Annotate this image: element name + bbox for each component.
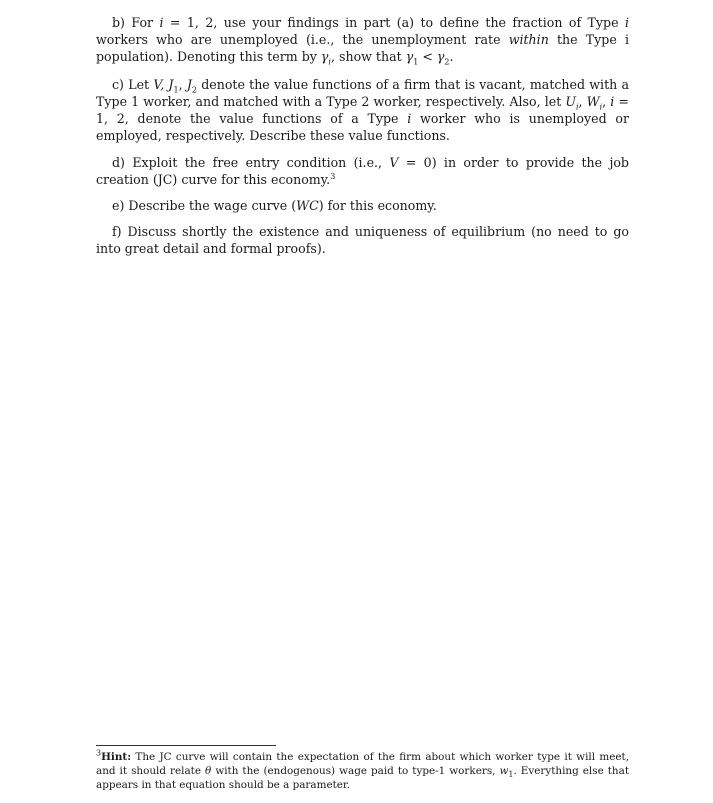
question-b-text: . bbox=[449, 49, 454, 64]
math-v-j: V, J bbox=[153, 77, 174, 92]
math-j: J bbox=[186, 77, 192, 92]
math-w: W bbox=[586, 94, 600, 109]
footnote bbox=[96, 750, 629, 792]
footnote-divider bbox=[96, 745, 276, 746]
math-i: i bbox=[610, 94, 615, 109]
math-subscript: i bbox=[599, 102, 603, 112]
math-wc: WC bbox=[296, 198, 319, 213]
footnote-text: The JC curve will contain the expectation of the firm about which worker type it will meet, and it should relate bbox=[96, 751, 629, 777]
footnote-number: 3 bbox=[96, 748, 102, 758]
question-c-text: worker who is unemployed or employed, respectively. Describe these value functions. bbox=[96, 111, 629, 143]
math-subscript: i bbox=[328, 57, 331, 67]
question-b-text: = 1, 2, use your findings in part (a) to define the fraction of Type bbox=[163, 15, 625, 30]
question-c-text: , bbox=[602, 94, 611, 109]
question-b-label: b) bbox=[112, 15, 125, 30]
question-d bbox=[96, 154, 629, 188]
math-i: i bbox=[624, 15, 629, 30]
math-subscript: 1 bbox=[173, 85, 179, 95]
question-d-text: = 0) in order to provide the job creation (JC) curve for this economy. bbox=[96, 155, 629, 187]
question-f-label: f) bbox=[112, 224, 122, 239]
question-f-text: Discuss shortly the existence and uniqueness of equilibrium (no need to go into great detail and formal proofs). bbox=[96, 224, 629, 256]
question-e-label: e) bbox=[112, 198, 125, 213]
math-i: i bbox=[407, 111, 412, 126]
question-b-text: , show that bbox=[330, 49, 406, 64]
question-e bbox=[96, 197, 629, 214]
question-b-text: workers who are unemployed (i.e., the unemployment rate bbox=[96, 32, 509, 47]
question-d-label: d) bbox=[112, 155, 125, 170]
question-c-label: c) bbox=[112, 77, 124, 92]
math-gamma: γ bbox=[436, 49, 445, 64]
question-e-text: ) for this economy. bbox=[318, 198, 437, 213]
question-c-text: , bbox=[578, 94, 587, 109]
footnote-text: with the (endogenous) wage paid to type-1 workers, bbox=[211, 765, 500, 777]
math-i: i bbox=[159, 15, 164, 30]
math-gamma: γ bbox=[320, 49, 329, 64]
question-f bbox=[96, 223, 629, 257]
math-v: V bbox=[389, 155, 399, 170]
math-theta: θ bbox=[205, 765, 212, 777]
question-c bbox=[96, 76, 629, 144]
math-less-than: < bbox=[418, 49, 437, 64]
math-subscript: 2 bbox=[191, 85, 197, 95]
question-c-text: Let bbox=[128, 77, 154, 92]
question-e-text: Describe the wage curve ( bbox=[128, 198, 297, 213]
math-w: w bbox=[499, 765, 509, 777]
math-subscript: 1 bbox=[413, 57, 419, 67]
math-gamma: γ bbox=[405, 49, 414, 64]
question-c-text: = 1, 2, denote the value functions of a Type bbox=[96, 94, 629, 126]
emphasis-within: within bbox=[508, 32, 549, 47]
math-subscript: i bbox=[575, 102, 579, 112]
question-c-text: , bbox=[178, 77, 187, 92]
footnote-text: . Everything else that appears in that equation should be a parameter. bbox=[96, 765, 629, 791]
footnote-hint-label: Hint: bbox=[101, 751, 132, 763]
question-b-text: For bbox=[131, 15, 160, 30]
question-c-text: denote the value functions of a firm that is vacant, matched with a Type 1 worker, and matched with a Type 2 worker, respectively. Also, let bbox=[96, 77, 629, 109]
question-b bbox=[96, 14, 629, 65]
footnote-marker[interactable]: 3 bbox=[330, 171, 336, 181]
math-subscript: 1 bbox=[508, 770, 514, 780]
question-d-text: Exploit the free entry condition (i.e., bbox=[132, 155, 390, 170]
math-u: U bbox=[565, 94, 576, 109]
math-subscript: 2 bbox=[444, 57, 450, 67]
question-b-text: the Type i population). Denoting this term by bbox=[96, 32, 629, 64]
